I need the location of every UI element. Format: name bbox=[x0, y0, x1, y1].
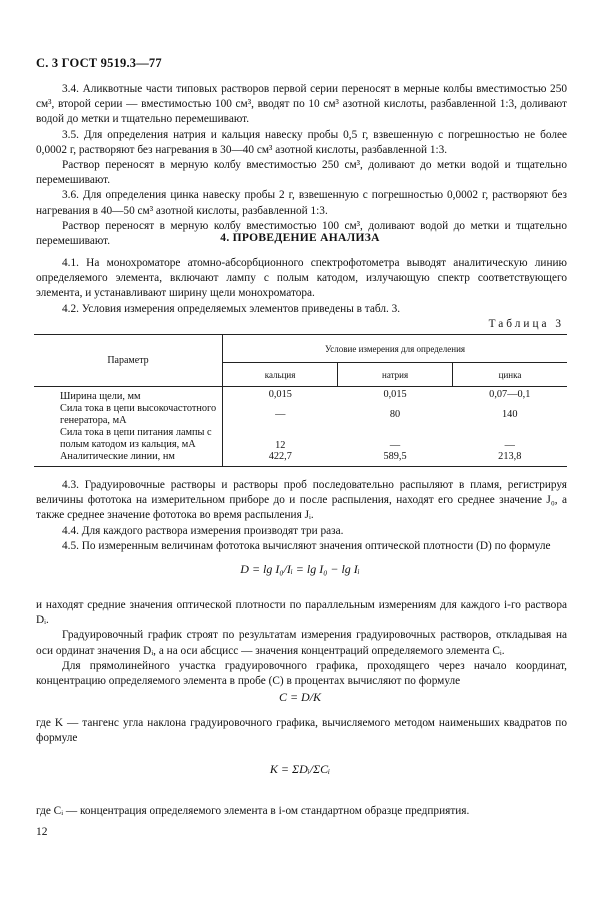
table-row bbox=[34, 387, 567, 403]
paragraph-4-1: 4.1. На монохроматоре атомно-абсорбционного спектрофотометра выводят аналитическую линию определяемого элемента, включают лампу с полым катодом, излучающую спектр соответствующего элемента, и устанавливают ширину щели монохроматора. bbox=[36, 257, 567, 300]
table-row bbox=[34, 403, 567, 427]
table-cell: 589,5 bbox=[338, 451, 453, 467]
table-cell: — bbox=[504, 439, 515, 451]
paragraph-3-4: 3.4. Аликвотные части типовых растворов первой серии переносят в мерные колбы вместимостью 250 см³, второй серии — вместимостью 100 см³, вводят по 10 см³ азотной кислоты, разбавленной 1:3, доливают водой до метки и тщательно перемешивают. bbox=[36, 83, 567, 126]
section-title: 4. ПРОВЕДЕНИЕ АНАЛИЗА bbox=[220, 232, 380, 244]
table-3 bbox=[34, 334, 567, 467]
table-row bbox=[34, 451, 567, 467]
formula-slope: K = ΣDᵢ/ΣCᵢ bbox=[269, 762, 331, 776]
paragraph-linear-section: Для прямолинейного участка градуировочного графика, проходящего через начало координат, концентрацию определяемого элемента в пробе (С) в процентах вычисляют по формуле bbox=[36, 659, 567, 688]
paragraph-4-3: 4.3. Градуировочные растворы и растворы проб последовательно распыляют в пламя, регистрируя величины фототока на измерительном приборе до и после распыления, находят его среднее значение J₀, а также среднее значение фототока во время распыления Jᵢ. bbox=[36, 479, 567, 522]
table-cell: 422,7 bbox=[223, 451, 338, 467]
paragraph-4-2: 4.2. Условия измерения определяемых элементов приведены в табл. 3. bbox=[62, 302, 401, 315]
formula-concentration: C = D/K bbox=[278, 690, 322, 704]
table-cell: — bbox=[389, 439, 401, 451]
paragraph-where-c: где Cᵢ — концентрация определяемого элемента в i-ом стандартном образце предприятия. bbox=[36, 805, 470, 817]
section-3-text bbox=[36, 82, 567, 249]
table-col-sodium: натрия bbox=[338, 363, 453, 387]
paragraph-4-5: 4.5. По измеренным величинам фототока вычисляют значения оптической плотности (D) по формуле bbox=[62, 539, 551, 552]
table-condition-header: Условие измерения для определения bbox=[223, 335, 567, 363]
section-4-graph bbox=[36, 598, 567, 689]
table-cell: 0,015 bbox=[268, 389, 292, 401]
section-4-procedure bbox=[36, 478, 567, 554]
table-cell: — bbox=[275, 409, 286, 420]
table-cell: 80 bbox=[389, 409, 401, 420]
paragraph-3-5-cont: Раствор переносят в мерную колбу вместимостью 250 см³, доливают до метки водой и тщательно перемешивают. bbox=[36, 159, 567, 187]
row-label: Ширина щели, мм bbox=[34, 387, 223, 403]
section-4-where-k bbox=[36, 716, 567, 746]
row-label: Сила тока в цепи высокочастотного генератора, мА bbox=[34, 403, 223, 427]
table-col-calcium: кальция bbox=[223, 363, 338, 387]
paragraph-where-k: где K — тангенс угла наклона градуировочного графика, вычисляемого методом наименьших квадратов по формуле bbox=[36, 717, 567, 745]
paragraph-3-5: 3.5. Для определения натрия и кальция навеску пробы 0,5 г, взвешенную с погрешностью не более 0,0002 г, растворяют без нагревания в 30—40 см³ азотной кислоты, разбавленной 1:3. bbox=[36, 128, 567, 156]
section-4-intro bbox=[36, 256, 567, 317]
row-label: Аналитические линии, нм bbox=[34, 451, 223, 467]
paragraph-4-4: 4.4. Для каждого раствора измерения производят три раза. bbox=[62, 524, 344, 537]
table-cell: 12 bbox=[275, 439, 286, 451]
paragraph-3-6: 3.6. Для определения цинка навеску пробы 2 г, взвешенную с погрешностью 0,0002 г, растворяют без нагревания в 40—50 см³ азотной кислоты, разбавленной 1:3. bbox=[36, 189, 567, 217]
row-label: Сила тока в цепи питания лампы с полым катодом из кальция, мА bbox=[34, 427, 223, 451]
table-row bbox=[34, 427, 567, 451]
paragraph-3-6-cont: Раствор переносят в мерную колбу вместимостью 100 см³, доливают водой до метки и тщательно перемешивают. bbox=[36, 219, 567, 248]
table-cell: 140 bbox=[502, 409, 518, 420]
formula-optical-density: D = lg I₀/Iᵢ = lg I₀ − lg Iᵢ bbox=[240, 562, 360, 576]
table-cell: 213,8 bbox=[453, 451, 567, 467]
table-caption: Таблица 3 bbox=[488, 318, 564, 330]
page-number: 12 bbox=[36, 826, 48, 838]
section-4-where-c bbox=[36, 804, 567, 819]
table-col-zinc: цинка bbox=[498, 369, 522, 380]
table-cell: 0,07—0,1 bbox=[489, 389, 531, 401]
paragraph-mean-density: и находят средние значения оптической плотности по параллельным измерениям для каждого i-го раствора Dᵢ. bbox=[36, 599, 567, 627]
table-cell: 0,015 bbox=[383, 389, 407, 401]
page-header: С. 3 ГОСТ 9519.3—77 bbox=[36, 56, 162, 70]
table-param-header: Параметр bbox=[34, 335, 223, 387]
paragraph-calibration-graph: Градуировочный график строят по результатам измерения градуировочных растворов, откладывая на оси ординат значения Dᵢ, а на оси абсцисс — значения концентраций определяемого элемента Cᵢ. bbox=[36, 629, 567, 657]
